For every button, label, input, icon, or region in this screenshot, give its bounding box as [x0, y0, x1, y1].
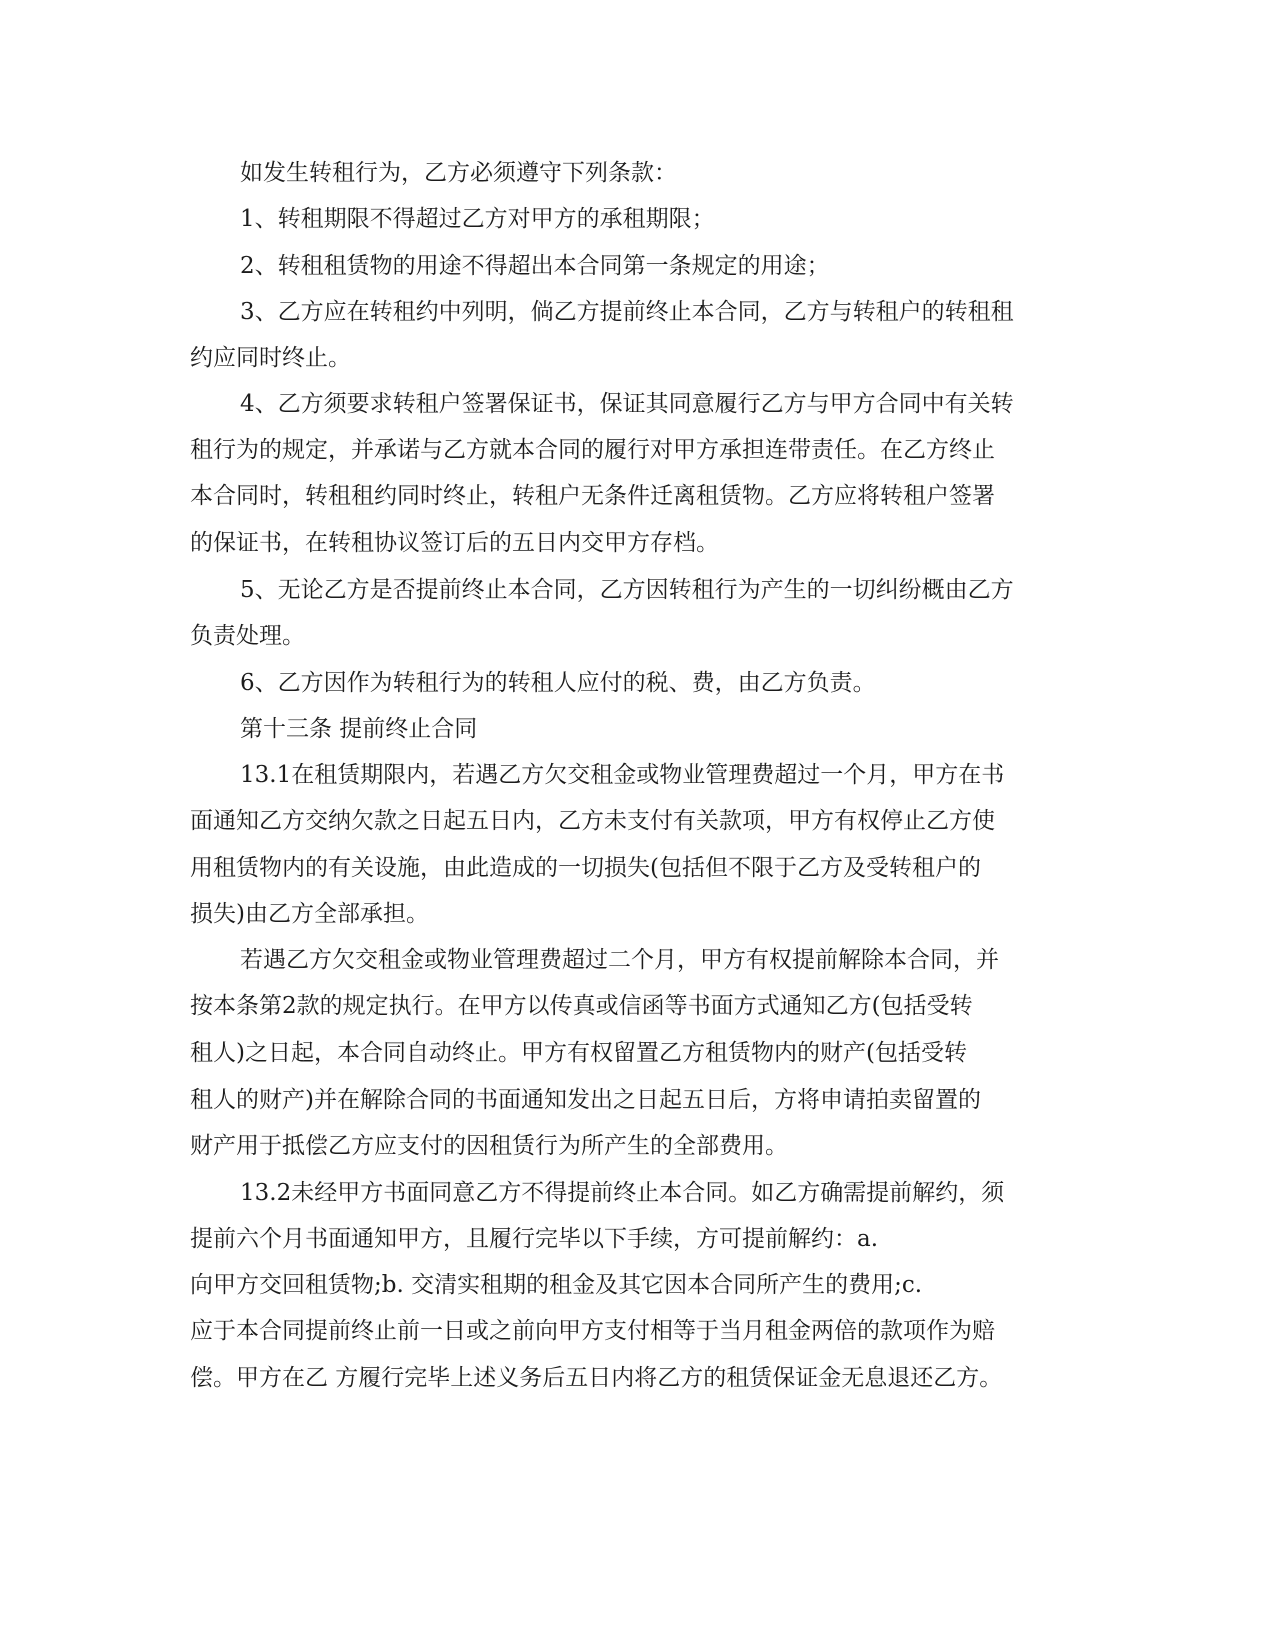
- text-line: 租人)之日起，本合同自动终止。甲方有权留置乙方租赁物内的财产(包括受转: [190, 1040, 967, 1066]
- text-line: 按本条第2款的规定执行。在甲方以传真或信函等书面方式通知乙方(包括受转: [190, 993, 973, 1019]
- text-line: 5、无论乙方是否提前终止本合同，乙方因转租行为产生的一切纠纷概由乙方: [240, 577, 1014, 603]
- section-heading: 第十三条 提前终止合同: [240, 716, 478, 742]
- text-line: 约应同时终止。: [190, 345, 351, 371]
- text-line: 损失)由乙方全部承担。: [190, 901, 429, 927]
- text-line: 用租赁物内的有关设施，由此造成的一切损失(包括但不限于乙方及受转租户的: [190, 855, 981, 881]
- text-line: 向甲方交回租赁物;b. 交清实租期的租金及其它因本合同所产生的费用;c.: [190, 1272, 923, 1298]
- text-line: 租人的财产)并在解除合同的书面通知发出之日起五日后，方将申请拍卖留置的: [190, 1087, 981, 1113]
- text-line: 4、乙方须要求转租户签署保证书，保证其同意履行乙方与甲方合同中有关转: [240, 391, 1014, 417]
- text-line: 本合同时，转租租约同时终止，转租户无条件迁离租赁物。乙方应将转租户签署: [190, 483, 995, 509]
- text-line: 应于本合同提前终止前一日或之前向甲方支付相等于当月租金两倍的款项作为赔: [190, 1318, 995, 1344]
- text-line: 租行为的规定，并承诺与乙方就本合同的履行对甲方承担连带责任。在乙方终止: [190, 437, 995, 463]
- text-line: 提前六个月书面通知甲方，且履行完毕以下手续，方可提前解约：a.: [190, 1226, 879, 1252]
- text-line: 如发生转租行为，乙方必须遵守下列条款：: [240, 160, 677, 186]
- text-line: 2、转租租赁物的用途不得超出本合同第一条规定的用途；: [240, 253, 830, 279]
- text-line: 13.2未经甲方书面同意乙方不得提前终止本合同。如乙方确需提前解约，须: [240, 1180, 1005, 1206]
- text-line: 6、乙方因作为转租行为的转租人应付的税、费，由乙方负责。: [240, 670, 876, 696]
- text-line: 13.1在租赁期限内，若遇乙方欠交租金或物业管理费超过一个月，甲方在书: [240, 762, 1005, 788]
- text-line: 若遇乙方欠交租金或物业管理费超过二个月，甲方有权提前解除本合同，并: [240, 947, 999, 973]
- text-line: 财产用于抵偿乙方应支付的因租赁行为所产生的全部费用。: [190, 1133, 788, 1159]
- text-line: 面通知乙方交纳欠款之日起五日内，乙方未支付有关款项，甲方有权停止乙方使: [190, 808, 995, 834]
- text-line: 负责处理。: [190, 623, 305, 649]
- text-line: 的保证书，在转租协议签订后的五日内交甲方存档。: [190, 530, 719, 556]
- text-line: 1、转租期限不得超过乙方对甲方的承租期限；: [240, 206, 715, 232]
- text-line: 偿。甲方在乙 方履行完毕上述义务后五日内将乙方的租赁保证金无息退还乙方。: [190, 1365, 1003, 1391]
- text-line: 3、乙方应在转租约中列明，倘乙方提前终止本合同，乙方与转租户的转租租: [240, 299, 1014, 325]
